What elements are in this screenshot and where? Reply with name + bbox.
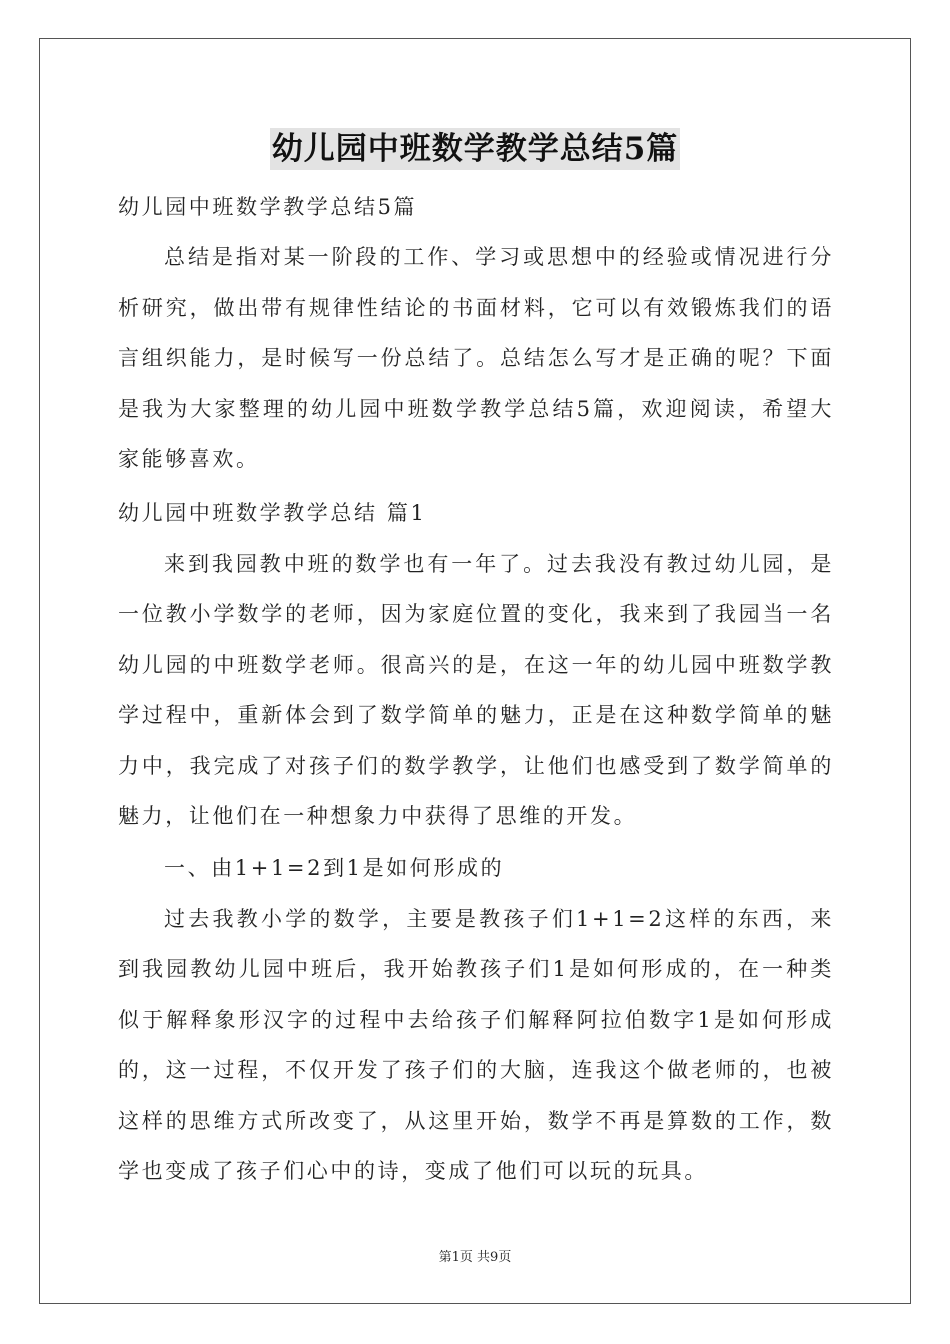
document-subtitle: 幼儿园中班数学教学总结5篇 <box>118 195 418 219</box>
title-container <box>0 128 950 170</box>
document-body <box>118 182 834 1197</box>
page-footer: 第1页 共9页 <box>438 1250 512 1265</box>
sub-heading: 一、由1+1=2到1是如何形成的 <box>164 855 505 880</box>
section-heading: 幼儿园中班数学教学总结 篇1 <box>118 500 427 525</box>
body-paragraph: 过去我教小学的数学，主要是教孩子们1+1=2这样的东西，来到我园教幼儿园中班后，我开始教孩子们1是如何形成的，在一种类似于解释象形汉字的过程中去给孩子们解释阿拉伯数字1是如何形成的，这一过程，不仅开发了孩子们的大脑，连我这个做老师的，也被这样的思维方式所改变了，从这里开始，数学不再是算数的工作，数学也变成了孩子们心中的诗，变成了他们可以玩的玩具。 <box>118 906 834 1183</box>
body-paragraph: 来到我园教中班的数学也有一年了。过去我没有教过幼儿园，是一位教小学数学的老师，因为家庭位置的变化，我来到了我园当一名幼儿园的中班数学老师。很高兴的是，在这一年的幼儿园中班数学教学过程中，重新体会到了数学简单的魅力，正是在这种数学简单的魅力中，我完成了对孩子们的数学教学，让他们也感受到了数学简单的魅力，让他们在一种想象力中获得了思维的开发。 <box>118 551 834 828</box>
document-title: 幼儿园中班数学教学总结5篇 <box>270 128 681 170</box>
intro-paragraph: 总结是指对某一阶段的工作、学习或思想中的经验或情况进行分析研究，做出带有规律性结论的书面材料，它可以有效锻炼我们的语言组织能力，是时候写一份总结了。总结怎么写才是正确的呢？下面是我为大家整理的幼儿园中班数学教学总结5篇，欢迎阅读，希望大家能够喜欢。 <box>118 245 834 471</box>
